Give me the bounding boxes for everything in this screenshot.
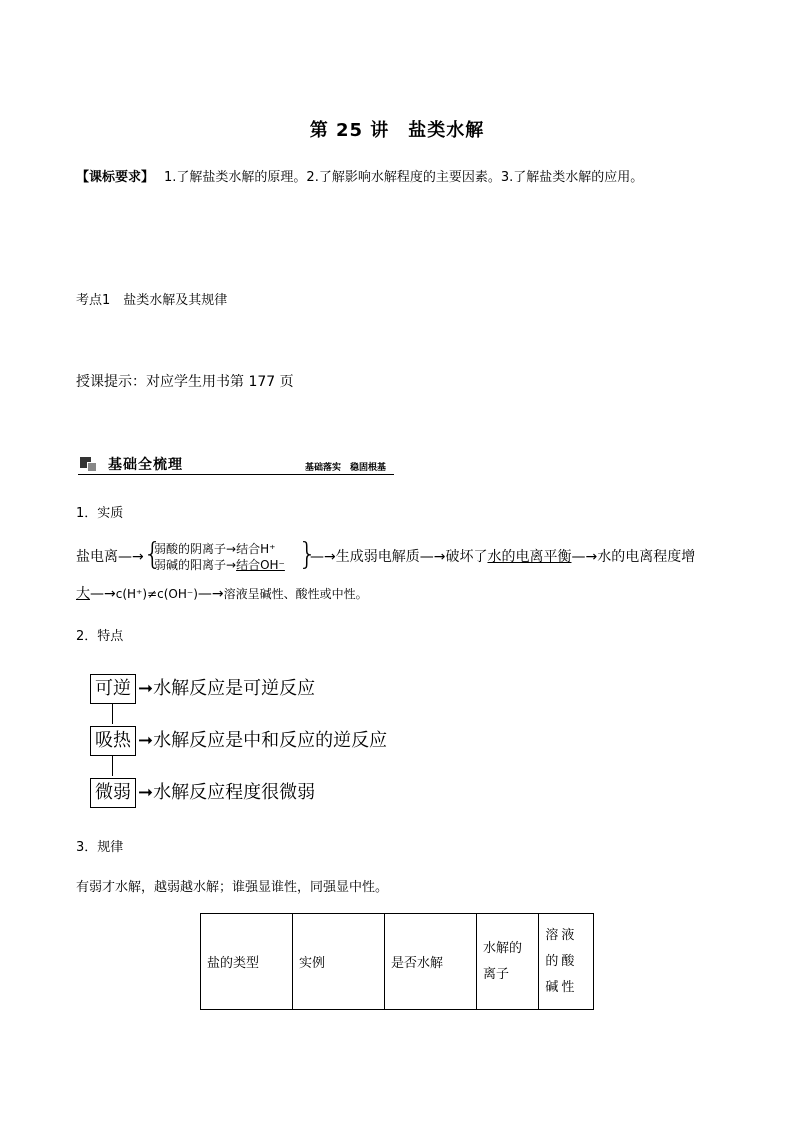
branch-bottom-result: 结合OH⁻ (236, 558, 285, 572)
table-header-cell: 溶液的酸碱性 (539, 914, 594, 1010)
essence-step1: 生成弱电解质 (335, 549, 420, 565)
table-header-cell: 是否水解 (384, 914, 476, 1010)
connector-line (112, 704, 113, 724)
essence-step2-pre: 破坏了 (445, 549, 488, 565)
feature-text-weak: ➞水解反应程度很微弱 (138, 782, 316, 803)
rule-text: 有弱才水解，越弱越水解；谁强显谁性，同强显中性。 (76, 880, 389, 895)
course-requirements (76, 166, 643, 185)
requirements-tag: 【课标要求】 (76, 170, 155, 185)
salt-hydrolysis-table (200, 913, 594, 1010)
feature-box-endothermic: 吸热 (90, 726, 136, 756)
feature-text-endothermic: ➞水解反应是中和反应的逆反应 (138, 730, 388, 751)
arrow-icon: —→ (571, 549, 598, 565)
arrow-icon: —→ (90, 586, 116, 602)
section-header (78, 454, 394, 475)
feature-desc: 水解反应是中和反应的逆反应 (153, 730, 388, 751)
connector-line (112, 756, 113, 776)
requirements-text: 1.了解盐类水解的原理。2.了解影响水解程度的主要因素。3.了解盐类水解的应用。 (164, 170, 644, 185)
branch-top-label: 弱酸的阴离子 (154, 542, 227, 556)
essence-line2 (76, 583, 368, 603)
essence-step5: 溶液呈碱性、酸性或中性。 (223, 587, 368, 601)
arrow-icon: —→ (118, 549, 144, 565)
branch-top: 弱酸的阴离子→结合H⁺ (154, 542, 276, 556)
essence-step2-underlined: 水的电离平衡 (487, 549, 572, 565)
page-title: 第 25 讲 盐类水解 (309, 120, 485, 141)
branch-bottom-label: 弱碱的阳离子 (154, 558, 227, 572)
heading-rules: 3．规律 (76, 840, 124, 855)
essence-step3a: 水的电离程度增 (597, 549, 696, 565)
arrow-icon: —→ (310, 549, 336, 565)
section-subtitle: 基础落实 稳固根基 (304, 463, 386, 473)
essence-start (76, 546, 144, 566)
table-row (201, 914, 594, 1010)
feature-desc: 水解反应程度很微弱 (153, 782, 316, 803)
heading-features: 2．特点 (76, 629, 124, 644)
table-header-cell: 实例 (292, 914, 384, 1010)
essence-chain (310, 546, 695, 566)
topic-heading: 考点1 盐类水解及其规律 (76, 293, 228, 308)
left-brace-icon: { (143, 537, 163, 572)
feature-box-weak: 微弱 (90, 778, 136, 808)
branch-top-result: 结合H⁺ (236, 542, 276, 556)
right-brace-icon: } (298, 537, 318, 572)
page-hint: 授课提示：对应学生用书第 177 页 (76, 374, 294, 390)
branch-bottom: 弱碱的阳离子→结合OH⁻ (154, 558, 285, 572)
section-square-icon-2 (87, 462, 97, 472)
section-name: 基础全梳理 (108, 457, 183, 473)
essence-step3b: 大 (76, 586, 90, 602)
table-header-cell: 水解的离子 (476, 914, 538, 1010)
essence-start-label: 盐电离 (76, 549, 118, 565)
table-header-cell: 盐的类型 (201, 914, 293, 1010)
feature-text-reversible: ➞水解反应是可逆反应 (138, 678, 316, 699)
arrow-icon: —→ (197, 586, 224, 602)
feature-desc: 水解反应是可逆反应 (153, 678, 316, 699)
feature-box-reversible: 可逆 (90, 674, 136, 704)
heading-essence: 1．实质 (76, 506, 124, 521)
arrow-icon: —→ (419, 549, 446, 565)
essence-step4: c(H⁺)≠c(OH⁻) (115, 587, 198, 601)
